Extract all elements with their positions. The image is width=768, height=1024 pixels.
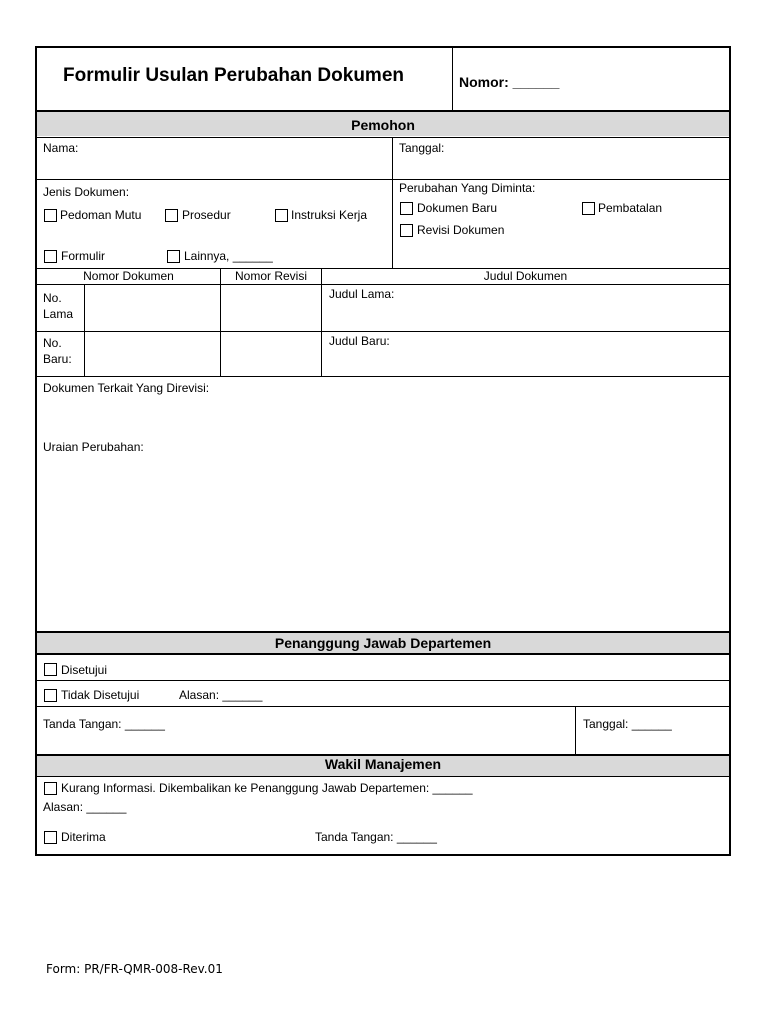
kurang-informasi-label: Kurang Informasi. Dikembalikan ke Penanggung Jawab Departemen: ______: [61, 781, 473, 795]
pj-tanggal: Tanggal: ______: [583, 717, 672, 731]
header-nomor-revisi: Nomor Revisi: [234, 269, 307, 283]
nomor-field: Nomor: ______: [459, 74, 560, 90]
header-nomor-dokumen: Nomor Dokumen: [83, 269, 174, 283]
diterima-label: Diterima: [61, 830, 106, 844]
checkbox-instruksi-kerja[interactable]: [275, 209, 288, 222]
perubahan-label: Perubahan Yang Diminta:: [399, 181, 536, 195]
divider: [392, 138, 393, 268]
checkbox-disetujui[interactable]: [44, 663, 57, 676]
pemohon-title: Pemohon: [351, 117, 415, 133]
checkbox-prosedur[interactable]: [165, 209, 178, 222]
checkbox-kurang-informasi[interactable]: [44, 782, 57, 795]
pj-alasan: Alasan: ______: [179, 688, 263, 702]
header-divider: [452, 47, 453, 110]
option-pedoman-mutu: Pedoman Mutu: [60, 208, 142, 222]
dokumen-terkait-label: Dokumen Terkait Yang Direvisi:: [43, 381, 210, 395]
divider: [37, 179, 729, 180]
divider: [37, 376, 729, 377]
checkbox-pembatalan[interactable]: [582, 202, 595, 215]
judul-baru-label: Judul Baru:: [329, 334, 390, 348]
divider: [37, 706, 729, 707]
uraian-perubahan-label: Uraian Perubahan:: [43, 440, 144, 454]
checkbox-lainnya[interactable]: [167, 250, 180, 263]
checkbox-revisi-dokumen[interactable]: [400, 224, 413, 237]
wakil-alasan: Alasan: ______: [43, 800, 127, 814]
option-pembatalan: Pembatalan: [598, 201, 663, 215]
checkbox-dokumen-baru[interactable]: [400, 202, 413, 215]
divider: [37, 137, 729, 138]
form-code: Form: PR/FR-QMR-008-Rev.01: [46, 962, 223, 976]
option-formulir: Formulir: [61, 249, 105, 263]
tanggal-label: Tanggal:: [399, 141, 445, 155]
form-title: Formulir Usulan Perubahan Dokumen: [63, 65, 404, 86]
checkbox-tidak-disetujui[interactable]: [44, 689, 57, 702]
checkbox-diterima[interactable]: [44, 831, 57, 844]
wakil-tanda-tangan: Tanda Tangan: ______: [315, 830, 437, 844]
divider: [37, 680, 729, 681]
divider: [37, 331, 729, 332]
option-prosedur: Prosedur: [182, 208, 231, 222]
option-instruksi-kerja: Instruksi Kerja: [291, 208, 368, 222]
header-judul-dokumen: Judul Dokumen: [483, 269, 568, 283]
checkbox-pedoman-mutu[interactable]: [44, 209, 57, 222]
no-baru-label: No. Baru:: [43, 336, 72, 366]
judul-lama-label: Judul Lama:: [329, 287, 395, 301]
divider: [37, 284, 729, 285]
option-revisi-dokumen: Revisi Dokumen: [417, 223, 505, 237]
pj-title: Penanggung Jawab Departemen: [274, 635, 492, 651]
divider: [37, 776, 729, 777]
nama-label: Nama:: [43, 141, 79, 155]
disetujui-label: Disetujui: [61, 663, 108, 677]
jenis-dokumen-label: Jenis Dokumen:: [43, 185, 130, 199]
divider: [37, 653, 729, 655]
no-lama-label: No. Lama: [43, 291, 74, 321]
pj-tanda-tangan: Tanda Tangan: ______: [43, 717, 165, 731]
wakil-title: Wakil Manajemen: [324, 756, 442, 772]
tidak-disetujui-label: Tidak Disetujui: [61, 688, 140, 702]
option-dokumen-baru: Dokumen Baru: [417, 201, 498, 215]
checkbox-formulir[interactable]: [44, 250, 57, 263]
divider: [575, 706, 576, 754]
option-lainnya: Lainnya, ______: [184, 249, 273, 263]
